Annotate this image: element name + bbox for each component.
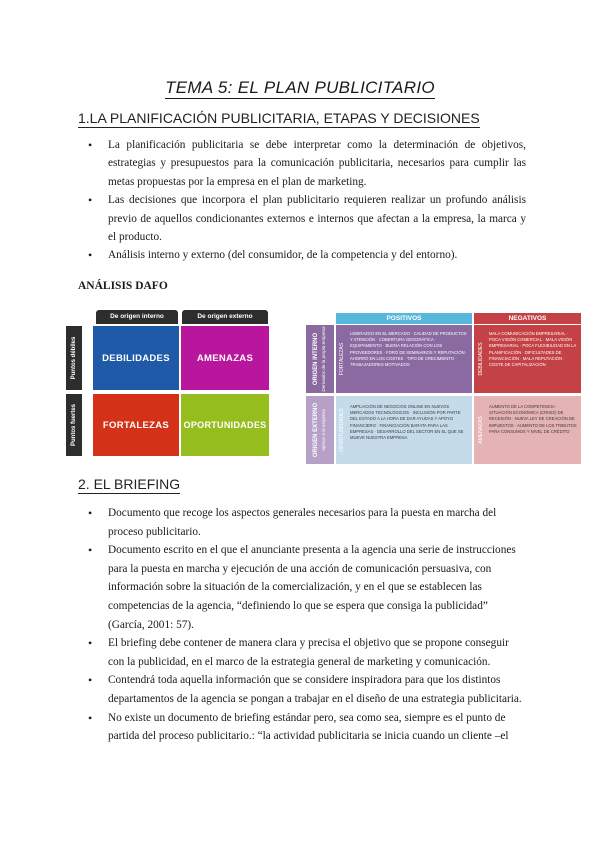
list-item: • Documento que recoge los aspectos generales necesarios para la puesta en marcha del proceso publicitario. [86, 504, 526, 541]
label-debilidades: DEBILIDADES [478, 342, 484, 376]
text-debilidades: MALA COMUNICACIÓN EMPRESARIAL · POCA VISIÓN COMERCIAL · MALA VISIÓN EMPRESARIAL · POCA FLEXIBILIDAD EN LA PLANIFICACIÓN · DIFICULTADES DE FINANCIACIÓN · MALA REPUTACIÓN · COSTE DE CAPITALIZACIÓN [489, 331, 577, 368]
section2-heading: 2. EL BRIEFING [78, 476, 181, 492]
list-item: • Documento escrito en el que el anunciante presenta a la agencia una serie de instrucciones para la puesta en marcha y ejecución de una acción de comunicación persuasiva, con información sobre la situación de la comercialización, y en el que se establecen las competencias de la agencia, “definiendo lo que se espera que consiga la publicidad” (García, 2001: 57). [86, 541, 526, 634]
row-origen-externo: ORIGEN EXTERNO Ajenos a la empresa [306, 396, 334, 464]
section1-heading: 1.LA PLANIFICACIÓN PUBLICITARIA, ETAPAS Y DECISIONES [78, 110, 480, 126]
list-item: • Contendrá toda aquella información que se considere inspiradora para que los distintos departamentos de la agencia se pongan a trabajar en el diseño de una estrategia publicitaria. [86, 671, 526, 708]
label-oportunidades: OPORTUNIDADES [339, 408, 345, 452]
dafo-heading: ANÁLISIS DAFO [78, 280, 168, 292]
text-oportunidades: AMPLIACIÓN DE NEGOCIOS ONLINE EN NUEVOS MERCADOS TECNOLÓGICOS · INCLUSIÓN POR PARTE DEL ESTADO A LA HORA DE DAR AYUDAS Y APOYO FINANCIERO · FINANCIACIÓN BARATA PARA LAS EMPRESAS · DESARROLLO DEL SECTOR EN EL QUE SE MUEVE NUESTRA EMPRESA [350, 404, 464, 441]
label-fortalezas: FORTALEZAS [339, 342, 345, 376]
header-negativos: NEGATIVOS [474, 313, 581, 324]
row-header-weak: Puntos débiles [66, 326, 82, 390]
dafo-debilidades: DEBILIDADES [93, 326, 179, 390]
dafo-amenazas: AMENAZAS [181, 326, 269, 390]
list-item: • La planificación publicitaria se debe interpretar como la determinación de objetivos, estrategias y presupuestos para la comunicación publicitaria, necesarios para cumplir las metas propuestas por la empresa en el plan de marketing. [86, 136, 526, 191]
text-amenazas: AUMENTO DE LA COMPETENCIA · SITUACIÓN ECONÓMICA (CRISIS) DE RECESIÓN · NUEVA LEY DE CREACIÓN DE IMPUESTOS · AUMENTO DE LOS TRIBUTOS PARA CONSUMOS Y NIVEL DE CRÉDITO [489, 404, 577, 434]
list-item: • No existe un documento de briefing estándar pero, sea como sea, siempre es el punto de partida del proceso publicitario.: “la actividad publicitaria se inicia cuando un cliente –el [86, 709, 526, 746]
header-positivos: POSITIVOS [336, 313, 472, 324]
col-header-external: De origen externo [182, 310, 268, 324]
section1-list [86, 136, 526, 265]
dafo-oportunidades: OPORTUNIDADES [181, 394, 269, 456]
list-item: • Análisis interno y externo (del consumidor, de la competencia y del entorno). [86, 246, 526, 264]
section2-list [86, 504, 526, 746]
list-item: • El briefing debe contener de manera clara y precisa el objetivo que se propone conseguir con la publicidad, en el marco de la estrategia general de marketing y comunicación. [86, 634, 526, 671]
col-header-internal: De origen interno [96, 310, 178, 324]
dafo-fortalezas: FORTALEZAS [93, 394, 179, 456]
text-fortalezas: LIDERAZGO EN EL MERCADO · CALIDAD DE PRODUCTOS Y ATENCIÓN · COBERTURA GEOGRÁFICA · EQUIPAMIENTO · BUENA RELACIÓN CON LOS PROVEEDORES · FORO DE SEMINARIOS Y REPUTACIÓN · AHORRO EN LOS COSTES · TIPO DE CRECIMIENTO · TRABAJADORES MOTIVADOS [350, 331, 468, 368]
list-item: • Las decisiones que incorpora el plan publicitario requieren realizar un profundo análisis previo de aquellos condicionantes externos e internos que afectan a la empresa, la marca y el producto. [86, 191, 526, 246]
page-title: TEMA 5: EL PLAN PUBLICITARIO [165, 78, 435, 97]
row-header-strong: Puntos fuertes [66, 394, 82, 456]
row-origen-interno: ORIGEN INTERNO Derivados de la propia empresa [306, 325, 334, 393]
label-amenazas: AMENAZAS [478, 416, 484, 444]
